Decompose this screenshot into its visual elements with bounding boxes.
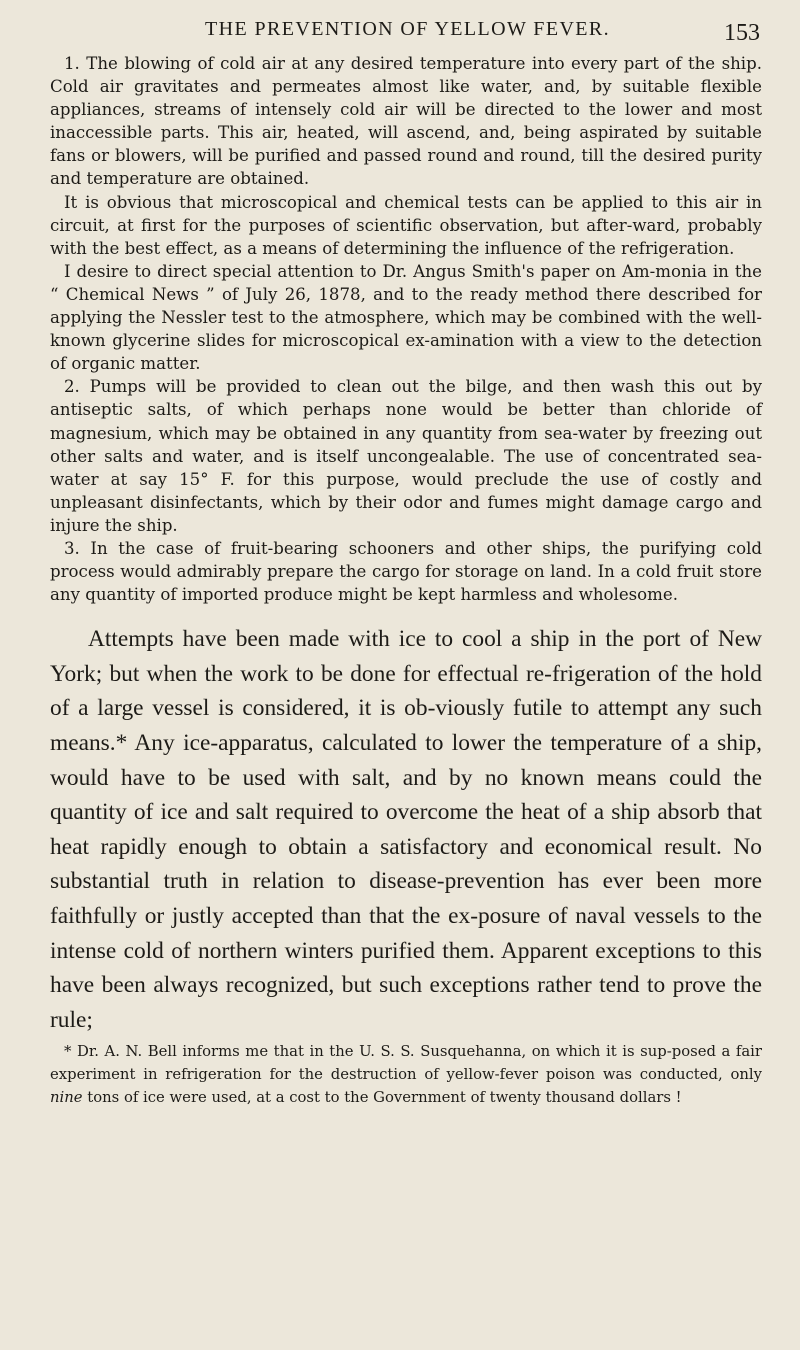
footnote-emphasis: nine — [50, 1088, 83, 1106]
body-text-section — [50, 622, 762, 1037]
footnote — [50, 1041, 762, 1109]
footnote-text-end: tons of ice were used, at a cost to the Government of twenty thousand dollars ! — [82, 1088, 682, 1106]
page-number: 153 — [724, 20, 760, 46]
paragraph-microscopical-tests: It is obvious that microscopical and chemical tests can be applied to this air in circuit, at first for the purposes of scientific observation, but after-ward, probably with the best effect, as a means of determining the influence of the refrigeration. — [50, 192, 762, 258]
small-print-section — [50, 52, 762, 606]
paragraph-pumps-bilge: 2. Pumps will be provided to clean out the bilge, and then wash this out by antiseptic salts, of which perhaps none would be better than chloride of magnesium, which may be obtained in any quantity from sea-water by freezing out other salts and water, and is itself uncongealable. The use of concentrated sea-water at say 15° F. for this purpose, would preclude the use of costly and unpleasant disinfectants, which by their odor and fumes might damage cargo and injure the ship. — [50, 377, 762, 535]
paragraph-blowing-cold-air: 1. The blowing of cold air at any desired temperature into every part of the ship. Cold air gravitates and permeates almost like water, and, by suitable flexible appliances, streams of intensely cold air will be directed to the lower and most inaccessible parts. This air, heated, will ascend, and, being aspirated by suitable fans or blowers, will be purified and passed round and round, till the desired purity and temperature are obtained. — [50, 54, 762, 189]
paragraph-ice-attempts: Attempts have been made with ice to cool a ship in the port of New York; but when the work to be done for effectual re-frigeration of the hold of a large vessel is considered, it is ob-viously futile to attempt any such means.* Any ice-apparatus, calculated to lower the temperature of a ship, would have to be used with salt, and by no known means could the quantity of ice and salt required to overcome the heat of a ship absorb that heat rapidly enough to obtain a satisfactory and economical result. No substantial truth in relation to disease-prevention has ever been more faithfully or justly accepted than that the ex-posure of naval vessels to the intense cold of northern winters purified them. Apparent exceptions to this have been always recognized, but such exceptions rather tend to prove the rule; — [50, 626, 762, 1033]
footnote-text-start: * Dr. A. N. Bell informs me that in the U. S. S. Susquehanna, on which it is sup-posed a fair experiment in refrigeration for the destruction of yellow-fever poison was conducted, only — [50, 1043, 762, 1083]
running-head — [0, 14, 800, 54]
running-title: THE PREVENTION OF YELLOW FEVER. — [205, 18, 611, 40]
paragraph-fruit-schooners: 3. In the case of fruit-bearing schooners and other ships, the purifying cold process would admirably prepare the cargo for storage on land. In a cold fruit store any quantity of imported produce might be kept harmless and wholesome. — [50, 538, 762, 605]
paragraph-ammonia-paper: I desire to direct special attention to Dr. Angus Smith's paper on Am-monia in the “ Chemical News ” of July 26, 1878, and to the ready method there described for applying the Nessler test to the atmosphere, which may be combined with the well-known glycerine slides for microscopical ex-amination with a view to the detection of organic matter. — [50, 261, 762, 374]
